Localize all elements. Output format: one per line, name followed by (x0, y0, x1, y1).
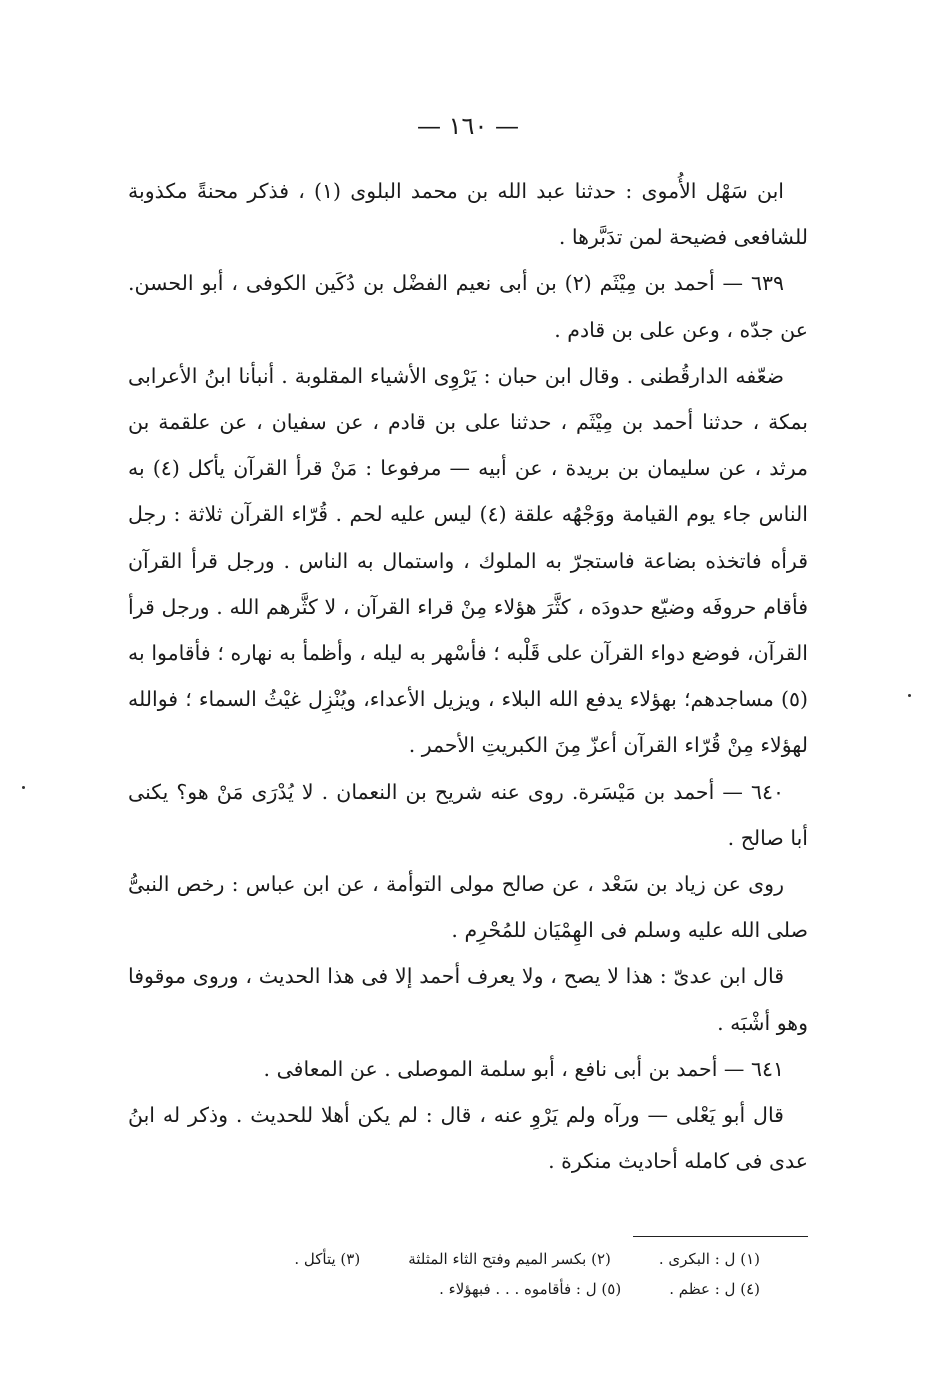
scan-speck (22, 786, 25, 789)
footnote-3: (٣) يتأكل . (294, 1250, 361, 1268)
footnote-2: (٢) بكسر الميم وفتح الثاء المثلثة (408, 1250, 611, 1268)
entry-639-heading: ٦٣٩ — أحمد بن مِيْثَم (٢) بن أبى نعيم الفضْل بن دُكَين الكوفى ، أبو الحسن. عن جدّه ، وعن على بن قادم . (128, 271, 808, 342)
paragraph-intro: ابن سَهْل الأُموى : حدثنا عبد الله بن محمد البلوى (١) ، فذكر محنةً مكذوبة للشافعى فضيحة لمن تدَبَّرها . (128, 179, 808, 250)
footnote-row (160, 1274, 760, 1304)
page-number: — ١٦٠ — (417, 112, 519, 140)
scan-speck (908, 694, 911, 697)
entry-639-body: ضعّفه الدارقُطنى . وقال ابن حبان : يَرْوِى الأشياء المقلوبة . أنبأنا ابنُ الأعرابى بمكة ، حدثنا أحمد بن مِيْثَم ، حدثنا على بن قادم ، عن سفيان ، عن علقمة بن مرثد ، عن سليمان بن بريدة ، عن أبيه — مرفوعا : مَنْ قرأ القرآن يأكل (٤) به الناس جاء يوم القيامة ووَجْهُه علقة (٤) ليس عليه لحم . قُرّاء القرآن ثلاثة : رجل قرأه فاتخذه بضاعة فاستجرّ به الملوك ، واستمال به الناس . ورجل قرأ القرآن فأقام حروفَه وضيّع حدودَه ، كثَّرَ هؤلاء مِنْ قراء القرآن ، لا كثَّرهم الله . ورجل قرأ القرآن، فوضع دواء القرآن على قَلْبه ؛ فأسْهر به ليله ، وأظمأ به نهاره ؛ فأقاموا به (٥) مساجدهم؛ بهؤلاء يدفع الله البلاء ، ويزيل الأعداء، ويُنْزِل غيْثُ السماء ؛ فوالله لهؤلاء مِنْ قُرّاء القرآن أعزّ مِنَ الكبريتِ الأحمر . (128, 363, 808, 758)
entry-640-comment: قال ابن عدىّ : هذا لا يصح ، ولا يعرف أحمد إلا فى هذا الحديث ، وروى موقوفا وهو أشْبَه . (128, 964, 808, 1035)
entry-640-hadith: روى عن زياد بن سَعْد ، عن صالح مولى التوأمة ، عن ابن عباس : رخص النبىُّ صلى الله عليه وسلم فى الهِمْيَان للمُحْرِم . (128, 872, 808, 943)
footnote-divider (633, 1236, 808, 1237)
footnotes (160, 1244, 760, 1304)
footnote-4: (٤) ل : عظم . (669, 1280, 760, 1298)
footnote-row (160, 1244, 760, 1274)
footnote-5: (٥) ل : فأقاموه . . . فبهؤلاء . (439, 1280, 622, 1298)
main-text (128, 168, 808, 1184)
entry-641-heading: ٦٤١ — أحمد بن أبى نافع ، أبو سلمة الموصلى . عن المعافى . (263, 1056, 784, 1081)
entry-641-body: قال أبو يَعْلى — ورآه ولم يَرْوِ عنه ، قال : لم يكن أهلا للحديث . وذكر له ابنُ عدى فى كامله أحاديث منكرة . (128, 1103, 808, 1174)
entry-640-heading: ٦٤٠ — أحمد بن مَيْسَرة. روى عنه شريح بن النعمان . لا يُدْرَى مَنْ هو؟ يكنى أبا صالح . (128, 779, 808, 850)
footnote-1: (١) ل : البكرى . (658, 1250, 760, 1268)
